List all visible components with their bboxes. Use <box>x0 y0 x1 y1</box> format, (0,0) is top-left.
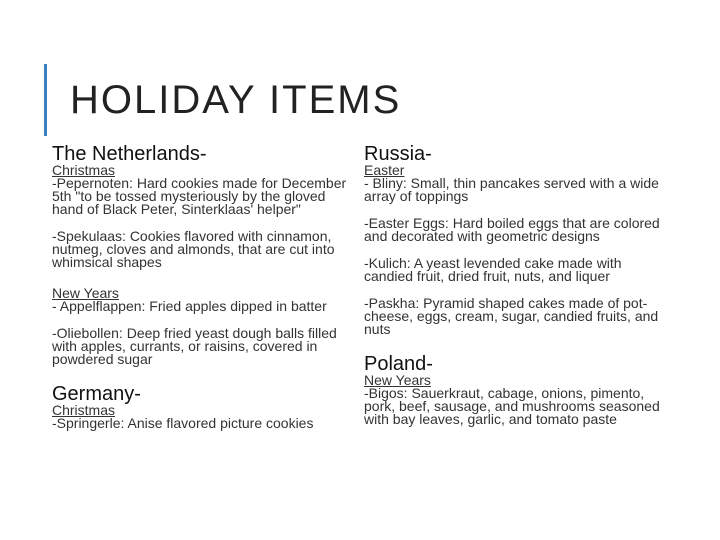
title-accent-bar <box>44 64 47 136</box>
page-title: HOLIDAY ITEMS <box>70 78 402 122</box>
bigos-item: -Bigos: Sauerkraut, cabage, onions, pimento, pork, beef, sausage, and mushrooms seasoned with bay leaves, garlic, and tomato paste <box>364 385 660 427</box>
netherlands-newyears-label: New Years <box>52 285 119 301</box>
kulich-item: -Kulich: A yeast levended cake made with candied fruit, dried fruit, nuts, and liquer <box>364 255 622 284</box>
netherlands-heading: The Netherlands- <box>52 143 207 165</box>
springerle-item: -Springerle: Anise flavored picture cookies <box>52 415 314 431</box>
oliebollen-item: -Oliebollen: Deep fried yeast dough balls filled with apples, currants, or raisins, covered in powdered sugar <box>52 325 337 367</box>
right-column <box>364 144 664 426</box>
germany-heading: Germany- <box>52 383 141 405</box>
left-column <box>52 144 352 430</box>
pepernoten-item: -Pepernoten: Hard cookies made for December 5th "to be tossed mysteriously by the gloved hand of Black Peter, Sinterklaas' helper" <box>52 175 347 217</box>
poland-newyears-label: New Years <box>364 372 431 388</box>
appelflappen-item: - Appelflappen: Fried apples dipped in batter <box>52 298 327 314</box>
spekulaas-item: -Spekulaas: Cookies flavored with cinnamon, nutmeg, cloves and almonds, that are cut into whimsical shapes <box>52 228 335 270</box>
germany-christmas-label: Christmas <box>52 402 116 418</box>
paskha-item: -Paskha: Pyramid shaped cakes made of pot-cheese, eggs, cream, sugar, candied fruits, and nuts <box>364 295 659 337</box>
poland-heading: Poland- <box>364 353 433 375</box>
russia-easter-label: Easter <box>364 162 405 178</box>
easter-eggs-item: -Easter Eggs: Hard boiled eggs that are colored and decorated with geometric designs <box>364 215 660 244</box>
russia-heading: Russia- <box>364 143 432 165</box>
bliny-item: - Bliny: Small, thin pancakes served with a wide array of toppings <box>364 175 659 204</box>
netherlands-christmas-label: Christmas <box>52 162 116 178</box>
